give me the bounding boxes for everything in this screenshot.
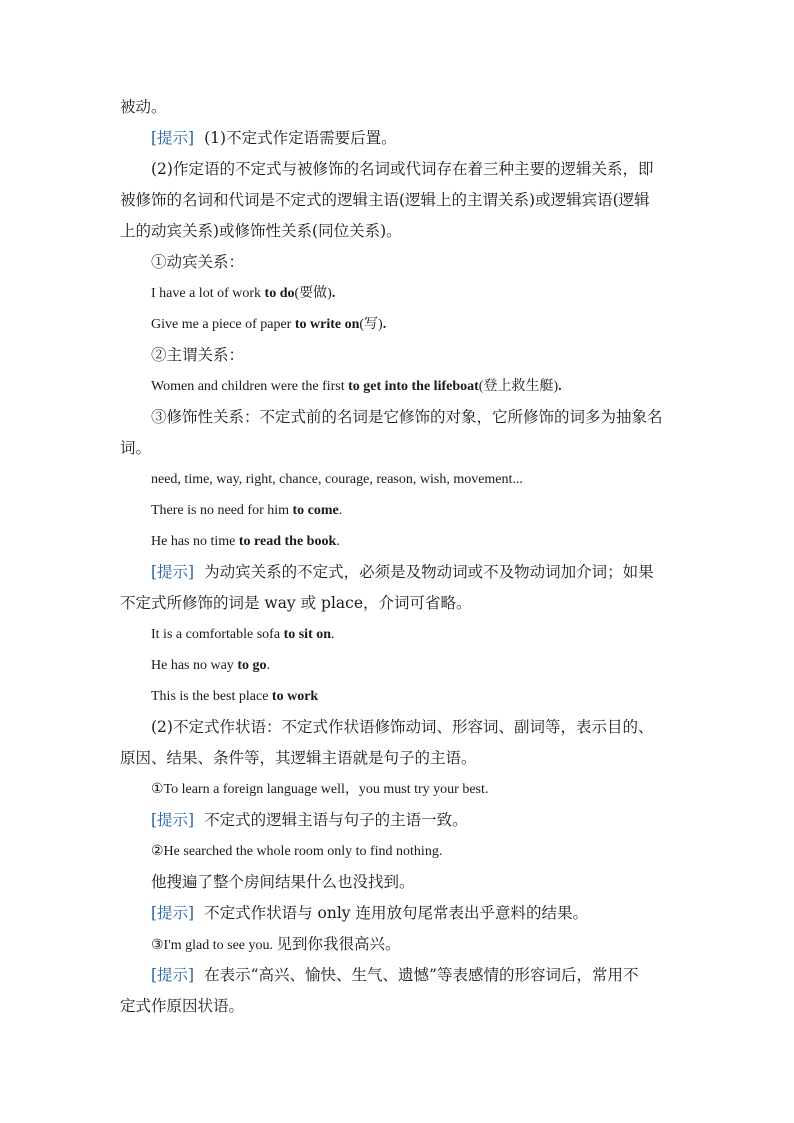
- text: .: [382, 317, 387, 332]
- text: 上的动宾关系)或修饰性关系(同位关系)。: [120, 222, 402, 240]
- example-sentence: [120, 619, 676, 650]
- text: ③修饰性关系：不定式前的名词是它修饰的对象，它所修饰的词多为抽象名: [151, 408, 663, 426]
- text: (2)不定式作状语：不定式作状语修饰动词、形容词、副词等，表示目的、: [151, 718, 654, 736]
- paragraph-line: [120, 557, 676, 588]
- highlight-text: to write on: [294, 317, 360, 332]
- text: .: [266, 658, 270, 673]
- text: ②He searched the whole room only to find nothing.: [151, 844, 443, 859]
- tip-label: [提示]: [151, 811, 195, 829]
- text: ②主谓关系：: [151, 346, 245, 364]
- paragraph-line: [120, 123, 676, 154]
- text: This is the best place: [151, 689, 272, 704]
- example-sentence: [120, 278, 676, 309]
- highlight-text: to come: [292, 503, 339, 518]
- tip-label: [提示]: [151, 904, 195, 922]
- paragraph-line: [120, 743, 676, 774]
- text: 定式作原因状语。: [120, 997, 245, 1015]
- paragraph-line: [120, 185, 676, 216]
- text: Women and children were the first: [151, 379, 349, 394]
- paragraph-line: [120, 929, 676, 960]
- paragraph-line: [120, 340, 676, 371]
- example-sentence: [120, 836, 676, 867]
- text: ①动宾关系：: [151, 253, 245, 271]
- highlight-text: to do: [264, 286, 295, 301]
- example-sentence: [120, 371, 676, 402]
- paragraph-line: [120, 216, 676, 247]
- paragraph-line: [120, 247, 676, 278]
- text: He has no time: [151, 534, 239, 549]
- text: .: [558, 379, 562, 394]
- tip-label: [提示]: [151, 129, 195, 147]
- example-sentence: [120, 681, 676, 712]
- example-sentence: [120, 464, 676, 495]
- paragraph-line: [120, 805, 676, 836]
- paragraph-line: [120, 588, 676, 619]
- paragraph-line: [120, 402, 676, 433]
- paragraph-line: [120, 960, 676, 991]
- paragraph-line: [120, 92, 676, 123]
- text: He has no way: [151, 658, 238, 673]
- text: 在表示“高兴、愉快、生气、遗憾”等表感情的形容词后，常用不: [204, 966, 639, 984]
- text: There is no need for him: [151, 503, 293, 518]
- text: It is a comfortable sofa: [151, 627, 284, 642]
- text: .: [336, 534, 340, 549]
- text: (1)不定式作定语需要后置。: [204, 129, 397, 147]
- text: 不定式作状语与 only 连用放句尾常表出乎意料的结果。: [204, 904, 588, 922]
- text: (登上救生艇): [478, 379, 559, 394]
- text: 见到你我很高兴。: [276, 935, 401, 953]
- text: 不定式的逻辑主语与句子的主语一致。: [204, 811, 468, 829]
- text: (要做): [294, 286, 332, 301]
- text: ①To learn a foreign language well，you must try your best.: [151, 782, 489, 797]
- example-sentence: [120, 650, 676, 681]
- text: 他搜遍了整个房间结果什么也没找到。: [151, 873, 415, 891]
- text: .: [331, 286, 336, 301]
- example-sentence: [120, 774, 676, 805]
- text: 为动宾关系的不定式，必须是及物动词或不及物动词加介词；如果: [204, 563, 654, 581]
- text: 词。: [120, 439, 152, 457]
- highlight-text: to sit on: [283, 627, 332, 642]
- text: 原因、结果、条件等，其逻辑主语就是句子的主语。: [120, 749, 477, 767]
- text: 被修饰的名词和代词是不定式的逻辑主语(逻辑上的主谓关系)或逻辑宾语(逻辑: [120, 191, 650, 209]
- paragraph-line: [120, 898, 676, 929]
- text: .: [331, 627, 335, 642]
- paragraph-line: [120, 991, 676, 1022]
- tip-label: [提示]: [151, 966, 195, 984]
- highlight-text: to get into the lifeboat: [348, 379, 479, 394]
- example-sentence: [120, 309, 676, 340]
- paragraph-line: [120, 433, 676, 464]
- document-body: [120, 92, 676, 1022]
- text: I have a lot of work: [151, 286, 265, 301]
- text: (2)作定语的不定式与被修饰的名词或代词存在着三种主要的逻辑关系，即: [151, 160, 654, 178]
- text: (写): [359, 317, 383, 332]
- highlight-text: to read the book: [238, 534, 337, 549]
- example-sentence: [120, 526, 676, 557]
- text: Give me a piece of paper: [151, 317, 295, 332]
- paragraph-line: [120, 712, 676, 743]
- text: .: [338, 503, 343, 518]
- highlight-text: to go: [237, 658, 267, 673]
- text: need, time, way, right, chance, courage, reason, wish, movement...: [151, 472, 523, 487]
- text: 不定式所修饰的词是 way 或 place，介词可省略。: [120, 594, 472, 612]
- paragraph-line: [120, 867, 676, 898]
- example-sentence: [120, 495, 676, 526]
- paragraph-line: [120, 154, 676, 185]
- highlight-text: to work: [271, 689, 319, 704]
- tip-label: [提示]: [151, 563, 195, 581]
- text: ③I'm glad to see you.: [151, 938, 277, 953]
- text: 被动。: [120, 98, 167, 116]
